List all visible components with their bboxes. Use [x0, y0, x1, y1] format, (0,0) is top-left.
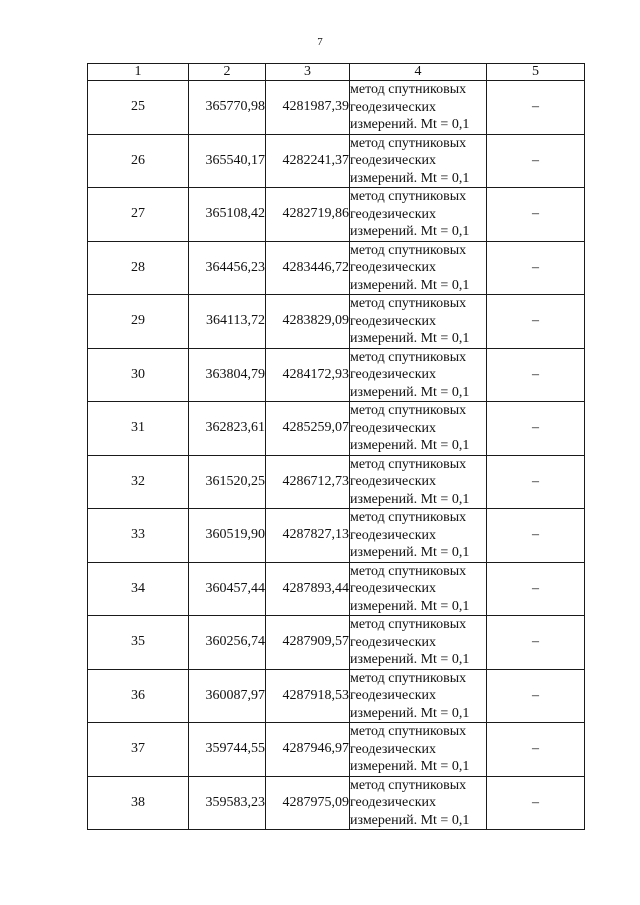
method-line: геодезических — [350, 688, 437, 703]
x-coordinate-cell: 361520,25 — [189, 455, 266, 509]
method-line: геодезических — [350, 634, 437, 650]
y-coordinate-cell: 4287918,53 — [266, 669, 350, 723]
y-coordinate-cell: 4287893,44 — [266, 562, 350, 616]
method-line: метод спутниковых — [350, 349, 467, 365]
header-row — [88, 64, 585, 81]
method-line: измерений. Mt = 0,1 — [350, 598, 470, 614]
table-row — [88, 81, 585, 135]
method-cell — [350, 776, 487, 830]
table-row — [88, 509, 585, 563]
method-line: геодезических — [350, 367, 437, 382]
x-coordinate-cell: 365540,17 — [189, 134, 266, 188]
x-coordinate-cell: 365770,98 — [189, 81, 266, 135]
y-coordinate-cell: 4283446,72 — [266, 241, 350, 295]
note-cell: – — [487, 81, 585, 135]
table-row — [88, 134, 585, 188]
table-row — [88, 776, 585, 830]
method-line: метод спутниковых — [350, 617, 467, 632]
method-line: измерений. Mt = 0,1 — [350, 117, 470, 132]
y-coordinate-cell: 4281987,39 — [266, 81, 350, 135]
method-cell — [350, 295, 487, 349]
y-coordinate-cell: 4282719,86 — [266, 188, 350, 242]
method-line: метод спутниковых — [350, 670, 467, 686]
y-coordinate-cell: 4283829,09 — [266, 295, 350, 349]
method-line: геодезических — [350, 474, 437, 489]
method-line: метод спутниковых — [350, 242, 467, 258]
method-cell — [350, 134, 487, 188]
y-coordinate-cell: 4287975,09 — [266, 776, 350, 830]
note-cell: – — [487, 509, 585, 563]
table-row — [88, 669, 585, 723]
method-line: измерений. Mt = 0,1 — [350, 438, 470, 453]
x-coordinate-cell: 359583,23 — [189, 776, 266, 830]
note-cell: – — [487, 562, 585, 616]
table-row — [88, 241, 585, 295]
method-line: метод спутниковых — [350, 135, 467, 151]
method-cell — [350, 509, 487, 563]
method-line: измерений. Mt = 0,1 — [350, 384, 470, 400]
table-row — [88, 455, 585, 509]
note-cell: – — [487, 616, 585, 670]
note-cell: – — [487, 402, 585, 456]
header-col-5: 5 — [487, 64, 585, 81]
method-line: метод спутниковых — [350, 510, 467, 525]
y-coordinate-cell: 4285259,07 — [266, 402, 350, 456]
method-cell — [350, 348, 487, 402]
note-cell: – — [487, 188, 585, 242]
method-line: геодезических — [350, 581, 437, 596]
method-line: измерений. Mt = 0,1 — [350, 491, 470, 507]
note-cell: – — [487, 241, 585, 295]
method-line: метод спутниковых — [350, 189, 467, 204]
point-number-cell: 34 — [88, 562, 189, 616]
note-cell: – — [487, 723, 585, 777]
method-line: измерений. Mt = 0,1 — [350, 170, 470, 186]
method-cell — [350, 723, 487, 777]
y-coordinate-cell: 4282241,37 — [266, 134, 350, 188]
coordinates-table — [87, 63, 585, 830]
point-number-cell: 32 — [88, 455, 189, 509]
x-coordinate-cell: 360457,44 — [189, 562, 266, 616]
point-number-cell: 35 — [88, 616, 189, 670]
method-cell — [350, 402, 487, 456]
x-coordinate-cell: 360519,90 — [189, 509, 266, 563]
method-line: геодезических — [350, 206, 437, 222]
table-body — [88, 81, 585, 830]
note-cell: – — [487, 134, 585, 188]
x-coordinate-cell: 360087,97 — [189, 669, 266, 723]
method-line: измерений. Mt = 0,1 — [350, 652, 470, 667]
method-line: геодезических — [350, 527, 437, 543]
page-number: 7 — [317, 36, 323, 48]
point-number-cell: 36 — [88, 669, 189, 723]
table-row — [88, 616, 585, 670]
x-coordinate-cell: 360256,74 — [189, 616, 266, 670]
x-coordinate-cell: 364456,23 — [189, 241, 266, 295]
y-coordinate-cell: 4287909,57 — [266, 616, 350, 670]
point-number-cell: 25 — [88, 81, 189, 135]
method-line: измерений. Mt = 0,1 — [350, 224, 470, 239]
table-row — [88, 188, 585, 242]
y-coordinate-cell: 4287946,97 — [266, 723, 350, 777]
point-number-cell: 37 — [88, 723, 189, 777]
method-line: метод спутниковых — [350, 563, 467, 579]
table-row — [88, 562, 585, 616]
header-col-3: 3 — [266, 64, 350, 81]
method-line: измерений. Mt = 0,1 — [350, 812, 470, 828]
method-line: измерений. Mt = 0,1 — [350, 545, 470, 560]
method-cell — [350, 562, 487, 616]
table-row — [88, 402, 585, 456]
method-line: геодезических — [350, 99, 437, 115]
method-cell — [350, 669, 487, 723]
method-line: метод спутниковых — [350, 724, 467, 739]
method-cell — [350, 455, 487, 509]
point-number-cell: 28 — [88, 241, 189, 295]
method-cell — [350, 616, 487, 670]
y-coordinate-cell: 4287827,13 — [266, 509, 350, 563]
method-cell — [350, 188, 487, 242]
method-cell — [350, 241, 487, 295]
x-coordinate-cell: 363804,79 — [189, 348, 266, 402]
note-cell: – — [487, 455, 585, 509]
table-row — [88, 348, 585, 402]
method-line: измерений. Mt = 0,1 — [350, 277, 470, 293]
method-line: геодезических — [350, 795, 437, 810]
method-line: измерений. Mt = 0,1 — [350, 759, 470, 774]
method-line: геодезических — [350, 260, 437, 275]
point-number-cell: 27 — [88, 188, 189, 242]
method-line: геодезических — [350, 153, 437, 168]
header-col-4: 4 — [350, 64, 487, 81]
method-line: метод спутниковых — [350, 403, 467, 418]
header-col-1: 1 — [88, 64, 189, 81]
point-number-cell: 29 — [88, 295, 189, 349]
point-number-cell: 26 — [88, 134, 189, 188]
note-cell: – — [487, 348, 585, 402]
header-col-2: 2 — [189, 64, 266, 81]
note-cell: – — [487, 776, 585, 830]
method-line: метод спутниковых — [350, 82, 467, 97]
method-cell — [350, 81, 487, 135]
method-line: геодезических — [350, 420, 437, 436]
note-cell: – — [487, 295, 585, 349]
table-row — [88, 723, 585, 777]
table-header — [88, 64, 585, 81]
y-coordinate-cell: 4284172,93 — [266, 348, 350, 402]
point-number-cell: 31 — [88, 402, 189, 456]
point-number-cell: 38 — [88, 776, 189, 830]
x-coordinate-cell: 365108,42 — [189, 188, 266, 242]
method-line: метод спутниковых — [350, 777, 467, 793]
y-coordinate-cell: 4286712,73 — [266, 455, 350, 509]
method-line: измерений. Mt = 0,1 — [350, 331, 470, 346]
x-coordinate-cell: 362823,61 — [189, 402, 266, 456]
method-line: метод спутниковых — [350, 456, 467, 472]
point-number-cell: 33 — [88, 509, 189, 563]
point-number-cell: 30 — [88, 348, 189, 402]
table-row — [88, 295, 585, 349]
method-line: геодезических — [350, 741, 437, 757]
x-coordinate-cell: 364113,72 — [189, 295, 266, 349]
x-coordinate-cell: 359744,55 — [189, 723, 266, 777]
method-line: геодезических — [350, 313, 437, 329]
method-line: метод спутниковых — [350, 296, 467, 311]
method-line: измерений. Mt = 0,1 — [350, 705, 470, 721]
note-cell: – — [487, 669, 585, 723]
